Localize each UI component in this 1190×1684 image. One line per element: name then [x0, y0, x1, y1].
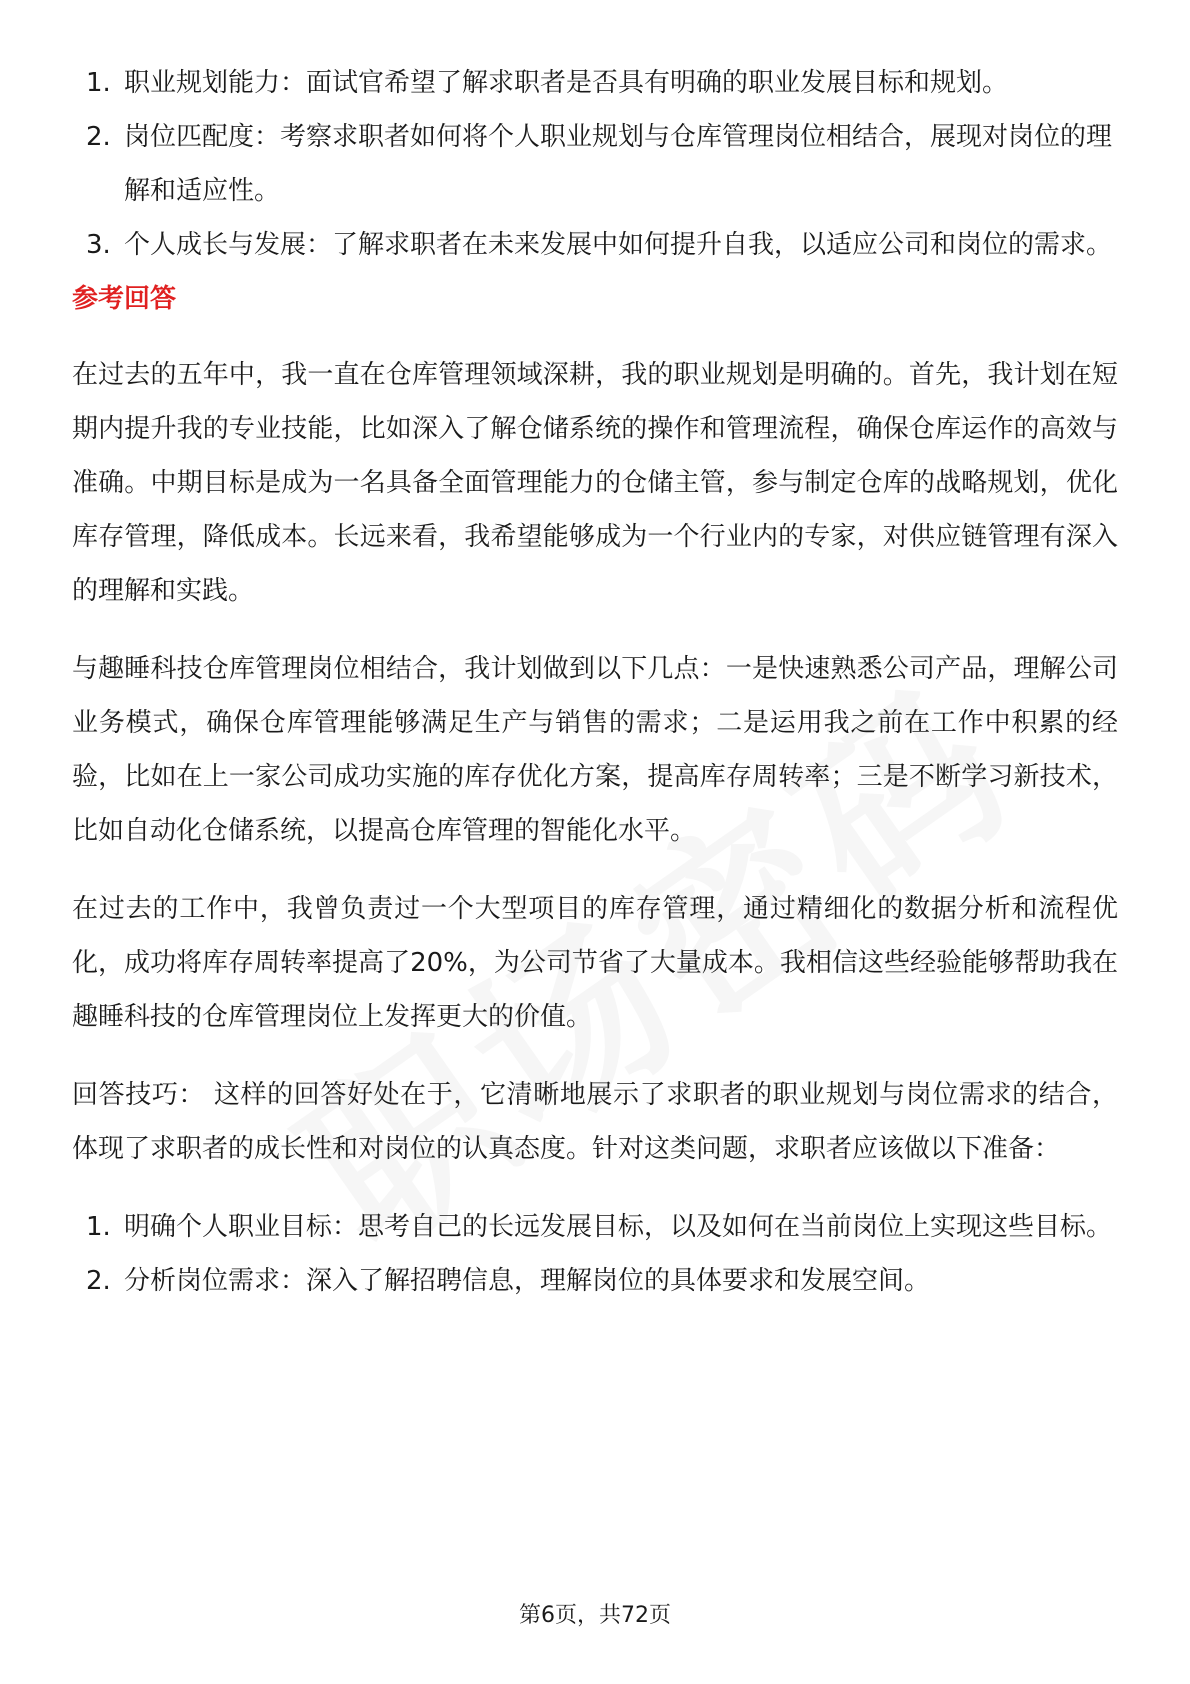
list-number: 1. [86, 1212, 111, 1242]
list-item-text: 分析岗位需求：深入了解招聘信息，理解岗位的具体要求和发展空间。 [124, 1266, 931, 1296]
list-item-text: 明确个人职业目标：思考自己的长远发展目标，以及如何在当前岗位上实现这些目标。 [124, 1212, 1113, 1242]
list-number: 3. [86, 230, 111, 260]
list-number: 2. [86, 122, 111, 152]
page-content [72, 56, 1118, 1308]
list-item [72, 1200, 1118, 1254]
list-item-text: 岗位匹配度：考察求职者如何将个人职业规划与仓库管理岗位相结合，展现对岗位的理解和适应性。 [124, 122, 1113, 206]
list-item-text: 职业规划能力：面试官希望了解求职者是否具有明确的职业发展目标和规划。 [124, 68, 1009, 98]
list-item-text: 个人成长与发展：了解求职者在未来发展中如何提升自我，以适应公司和岗位的需求。 [124, 230, 1113, 260]
page-footer: 第6页，共72页 [519, 1603, 671, 1628]
answer-paragraph: 与趣睡科技仓库管理岗位相结合，我计划做到以下几点：一是快速熟悉公司产品，理解公司业务模式，确保仓库管理能够满足生产与销售的需求；二是运用我之前在工作中积累的经验，比如在上一家公司成功实施的库存优化方案，提高库存周转率；三是不断学习新技术，比如自动化仓储系统，以提高仓库管理的智能化水平。 [72, 654, 1118, 846]
list-number: 1. [86, 68, 111, 98]
list-item [72, 218, 1118, 272]
answer-paragraph: 在过去的五年中，我一直在仓库管理领域深耕，我的职业规划是明确的。首先，我计划在短期内提升我的专业技能，比如深入了解仓储系统的操作和管理流程，确保仓库运作的高效与准确。中期目标是成为一名具备全面管理能力的仓储主管，参与制定仓库的战略规划，优化库存管理，降低成本。长远来看，我希望能够成为一个行业内的专家，对供应链管理有深入的理解和实践。 [72, 360, 1118, 606]
answer-paragraph: 在过去的工作中，我曾负责过一个大型项目的库存管理，通过精细化的数据分析和流程优化，成功将库存周转率提高了20%，为公司节省了大量成本。我相信这些经验能够帮助我在趣睡科技的仓库管理岗位上发挥更大的价值。 [72, 894, 1118, 1032]
list-item [72, 110, 1118, 218]
list-item [72, 56, 1118, 110]
list-number: 2. [86, 1266, 111, 1296]
preparation-list [72, 1200, 1118, 1308]
list-item [72, 1254, 1118, 1308]
section-title: 参考回答 [72, 284, 177, 314]
tips-paragraph: 回答技巧： 这样的回答好处在于，它清晰地展示了求职者的职业规划与岗位需求的结合，体现了求职者的成长性和对岗位的认真态度。针对这类问题，求职者应该做以下准备： [72, 1080, 1118, 1164]
criteria-list [72, 56, 1118, 272]
